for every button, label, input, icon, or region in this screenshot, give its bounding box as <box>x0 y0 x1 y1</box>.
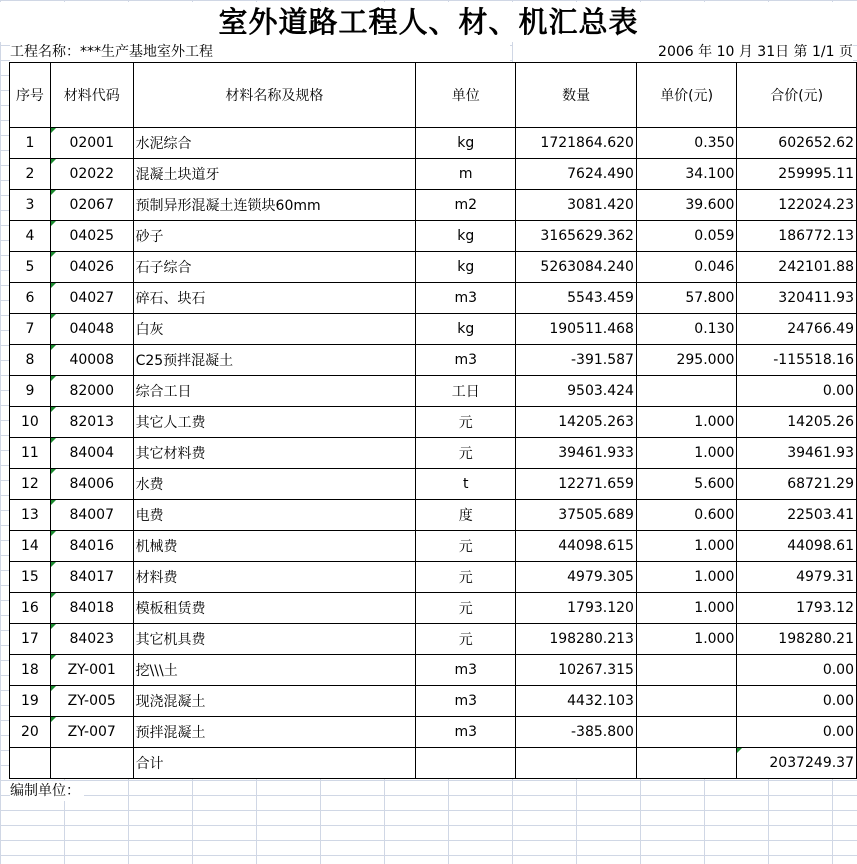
cell-total[interactable]: 4979.31 <box>737 562 857 593</box>
table-row <box>10 624 857 655</box>
cell-unit[interactable]: 度 <box>416 500 516 531</box>
cell-total[interactable]: 24766.49 <box>737 314 857 345</box>
total-price-cell[interactable] <box>636 748 736 779</box>
cell-seq[interactable]: 3 <box>10 190 51 221</box>
cell-total[interactable]: 122024.23 <box>737 190 857 221</box>
table-row <box>10 593 857 624</box>
cell-code[interactable]: 04048 <box>50 314 133 345</box>
cell-unit[interactable]: 元 <box>416 562 516 593</box>
cell-name[interactable]: 其它机具费 <box>133 624 416 655</box>
cell-qty[interactable]: 198280.213 <box>516 624 637 655</box>
cell-code[interactable]: 02067 <box>50 190 133 221</box>
cell-seq[interactable]: 4 <box>10 221 51 252</box>
cell-seq[interactable]: 11 <box>10 438 51 469</box>
cell-qty[interactable]: 10267.315 <box>516 655 637 686</box>
table-row <box>10 345 857 376</box>
cell-price[interactable] <box>636 655 736 686</box>
cell-price[interactable]: 1.000 <box>636 531 736 562</box>
cell-name[interactable]: 石子综合 <box>133 252 416 283</box>
cell-code[interactable]: 04026 <box>50 252 133 283</box>
cell-qty[interactable]: 5263084.240 <box>516 252 637 283</box>
cell-seq[interactable]: 6 <box>10 283 51 314</box>
table-row <box>10 469 857 500</box>
cell-qty[interactable]: 1793.120 <box>516 593 637 624</box>
cell-code[interactable]: 82000 <box>50 376 133 407</box>
cell-seq[interactable]: 14 <box>10 531 51 562</box>
cell-unit[interactable]: 元 <box>416 438 516 469</box>
table-row <box>10 562 857 593</box>
cell-unit[interactable]: m <box>416 159 516 190</box>
cell-qty[interactable]: 5543.459 <box>516 283 637 314</box>
cell-seq[interactable]: 9 <box>10 376 51 407</box>
cell-unit[interactable]: kg <box>416 221 516 252</box>
cell-qty[interactable]: 7624.490 <box>516 159 637 190</box>
sheet-title[interactable]: 室外道路工程人、材、机汇总表 <box>0 2 857 42</box>
cell-unit[interactable]: kg <box>416 314 516 345</box>
cell-qty[interactable]: 39461.933 <box>516 438 637 469</box>
cell-qty[interactable]: 4432.103 <box>516 686 637 717</box>
table-row <box>10 531 857 562</box>
cell-total[interactable]: 14205.26 <box>737 407 857 438</box>
cell-price[interactable]: 57.800 <box>636 283 736 314</box>
cell-price[interactable]: 1.000 <box>636 562 736 593</box>
cell-total[interactable]: 0.00 <box>737 376 857 407</box>
table-row <box>10 500 857 531</box>
cell-name[interactable]: 预拌混凝土 <box>133 717 416 748</box>
cell-seq[interactable]: 10 <box>10 407 51 438</box>
cell-qty[interactable]: -385.800 <box>516 717 637 748</box>
cell-price[interactable]: 0.600 <box>636 500 736 531</box>
cell-code[interactable]: 02001 <box>50 128 133 159</box>
cell-price[interactable]: 1.000 <box>636 407 736 438</box>
cell-name[interactable]: C25预拌混凝土 <box>133 345 416 376</box>
cell-unit[interactable]: t <box>416 469 516 500</box>
cell-total[interactable]: -115518.16 <box>737 345 857 376</box>
cell-total[interactable]: 198280.21 <box>737 624 857 655</box>
cell-code[interactable]: 84017 <box>50 562 133 593</box>
table-row <box>10 128 857 159</box>
total-value[interactable]: 2037249.37 <box>737 748 857 779</box>
cell-price[interactable] <box>636 376 736 407</box>
header-seq[interactable]: 序号 <box>10 63 51 128</box>
date-page-info[interactable]: 2006 年 10 月 31日 第 1/1 页 <box>513 42 853 62</box>
table-row <box>10 283 857 314</box>
total-qty-cell[interactable] <box>516 748 637 779</box>
cell-name[interactable]: 砂子 <box>133 221 416 252</box>
cell-unit[interactable]: 元 <box>416 624 516 655</box>
cell-unit[interactable]: m3 <box>416 283 516 314</box>
cell-qty[interactable]: 3165629.362 <box>516 221 637 252</box>
header-price[interactable]: 单价(元) <box>636 63 736 128</box>
table-body <box>10 128 857 748</box>
cell-unit[interactable]: kg <box>416 128 516 159</box>
header-total[interactable]: 合价(元) <box>737 63 857 128</box>
cell-qty[interactable]: 14205.263 <box>516 407 637 438</box>
cell-price[interactable]: 1.000 <box>636 593 736 624</box>
cell-name[interactable]: 白灰 <box>133 314 416 345</box>
cell-price[interactable]: 5.600 <box>636 469 736 500</box>
total-seq-cell[interactable] <box>10 748 51 779</box>
cell-total[interactable]: 1793.12 <box>737 593 857 624</box>
cell-name[interactable]: 材料费 <box>133 562 416 593</box>
cell-name[interactable]: 其它材料费 <box>133 438 416 469</box>
cell-total[interactable]: 602652.62 <box>737 128 857 159</box>
cell-name[interactable]: 碎石、块石 <box>133 283 416 314</box>
cell-price[interactable]: 0.130 <box>636 314 736 345</box>
cell-code[interactable]: 84006 <box>50 469 133 500</box>
cell-qty[interactable]: 3081.420 <box>516 190 637 221</box>
cell-qty[interactable]: 9503.424 <box>516 376 637 407</box>
cell-name[interactable]: 电费 <box>133 500 416 531</box>
cell-price[interactable]: 0.059 <box>636 221 736 252</box>
cell-name[interactable]: 模板租赁费 <box>133 593 416 624</box>
cell-unit[interactable]: m2 <box>416 190 516 221</box>
total-unit-cell[interactable] <box>416 748 516 779</box>
cell-seq[interactable]: 13 <box>10 500 51 531</box>
header-unit[interactable]: 单位 <box>416 63 516 128</box>
cell-code[interactable]: ZY-007 <box>50 717 133 748</box>
cell-unit[interactable]: m3 <box>416 717 516 748</box>
cell-price[interactable]: 0.046 <box>636 252 736 283</box>
cell-total[interactable]: 242101.88 <box>737 252 857 283</box>
table-row <box>10 686 857 717</box>
cell-price[interactable] <box>636 686 736 717</box>
cell-seq[interactable]: 7 <box>10 314 51 345</box>
cell-seq[interactable]: 16 <box>10 593 51 624</box>
cell-code[interactable]: ZY-001 <box>50 655 133 686</box>
cell-seq[interactable]: 12 <box>10 469 51 500</box>
table-row <box>10 376 857 407</box>
table-row <box>10 407 857 438</box>
cell-total[interactable]: 0.00 <box>737 717 857 748</box>
cell-total[interactable]: 320411.93 <box>737 283 857 314</box>
cell-code[interactable]: 84016 <box>50 531 133 562</box>
total-row <box>10 748 857 779</box>
table-row <box>10 159 857 190</box>
cell-seq[interactable]: 1 <box>10 128 51 159</box>
cell-total[interactable]: 39461.93 <box>737 438 857 469</box>
cell-name[interactable]: 水费 <box>133 469 416 500</box>
cell-code[interactable]: ZY-005 <box>50 686 133 717</box>
cell-unit[interactable]: m3 <box>416 345 516 376</box>
cell-unit[interactable]: m3 <box>416 686 516 717</box>
project-name[interactable]: 工程名称：***生产基地室外工程 <box>10 42 510 62</box>
table-row <box>10 221 857 252</box>
total-label[interactable]: 合计 <box>133 748 416 779</box>
cell-code[interactable]: 84023 <box>50 624 133 655</box>
cell-qty[interactable]: -391.587 <box>516 345 637 376</box>
table-row <box>10 655 857 686</box>
cell-price[interactable]: 34.100 <box>636 159 736 190</box>
table-row <box>10 438 857 469</box>
cell-unit[interactable]: 元 <box>416 407 516 438</box>
prepared-by-label[interactable]: 编制单位： <box>10 781 84 801</box>
cell-name[interactable]: 水泥综合 <box>133 128 416 159</box>
cell-code[interactable]: 82013 <box>50 407 133 438</box>
cell-price[interactable] <box>636 717 736 748</box>
table-row <box>10 314 857 345</box>
cell-seq[interactable]: 17 <box>10 624 51 655</box>
cell-unit[interactable]: 元 <box>416 531 516 562</box>
cell-name[interactable]: 综合工日 <box>133 376 416 407</box>
cell-seq[interactable]: 20 <box>10 717 51 748</box>
cell-qty[interactable]: 1721864.620 <box>516 128 637 159</box>
cell-code[interactable]: 84007 <box>50 500 133 531</box>
table-row <box>10 717 857 748</box>
cell-seq[interactable]: 5 <box>10 252 51 283</box>
cell-qty[interactable]: 37505.689 <box>516 500 637 531</box>
header-code[interactable]: 材料代码 <box>50 63 133 128</box>
cell-price[interactable]: 39.600 <box>636 190 736 221</box>
cell-seq[interactable]: 15 <box>10 562 51 593</box>
cell-total[interactable]: 68721.29 <box>737 469 857 500</box>
cell-price[interactable]: 1.000 <box>636 624 736 655</box>
cell-total[interactable]: 22503.41 <box>737 500 857 531</box>
cell-qty[interactable]: 44098.615 <box>516 531 637 562</box>
cell-seq[interactable]: 18 <box>10 655 51 686</box>
cell-name[interactable]: 预制异形混凝土连锁块60mm <box>133 190 416 221</box>
cell-name[interactable]: 挖\\\土 <box>133 655 416 686</box>
table-row <box>10 252 857 283</box>
cell-total[interactable]: 44098.61 <box>737 531 857 562</box>
cell-code[interactable]: 04025 <box>50 221 133 252</box>
cell-unit[interactable]: 工日 <box>416 376 516 407</box>
cell-unit[interactable]: kg <box>416 252 516 283</box>
cell-name[interactable]: 机械费 <box>133 531 416 562</box>
cell-qty[interactable]: 12271.659 <box>516 469 637 500</box>
cell-unit[interactable]: 元 <box>416 593 516 624</box>
cell-code[interactable]: 84018 <box>50 593 133 624</box>
header-name[interactable]: 材料名称及规格 <box>133 63 416 128</box>
cell-seq[interactable]: 2 <box>10 159 51 190</box>
cell-price[interactable]: 0.350 <box>636 128 736 159</box>
cell-code[interactable]: 04027 <box>50 283 133 314</box>
cell-qty[interactable]: 190511.468 <box>516 314 637 345</box>
cell-name[interactable]: 混凝土块道牙 <box>133 159 416 190</box>
summary-table <box>9 62 857 779</box>
cell-code[interactable]: 40008 <box>50 345 133 376</box>
table-row <box>10 190 857 221</box>
cell-total[interactable]: 0.00 <box>737 655 857 686</box>
cell-code[interactable]: 84004 <box>50 438 133 469</box>
cell-price[interactable]: 1.000 <box>636 438 736 469</box>
cell-seq[interactable]: 8 <box>10 345 51 376</box>
cell-total[interactable]: 186772.13 <box>737 221 857 252</box>
cell-qty[interactable]: 4979.305 <box>516 562 637 593</box>
cell-name[interactable]: 现浇混凝土 <box>133 686 416 717</box>
cell-unit[interactable]: m3 <box>416 655 516 686</box>
cell-name[interactable]: 其它人工费 <box>133 407 416 438</box>
header-row <box>10 63 857 128</box>
cell-total[interactable]: 259995.11 <box>737 159 857 190</box>
total-code-cell[interactable] <box>50 748 133 779</box>
header-qty[interactable]: 数量 <box>516 63 637 128</box>
cell-code[interactable]: 02022 <box>50 159 133 190</box>
cell-total[interactable]: 0.00 <box>737 686 857 717</box>
cell-seq[interactable]: 19 <box>10 686 51 717</box>
cell-price[interactable]: 295.000 <box>636 345 736 376</box>
